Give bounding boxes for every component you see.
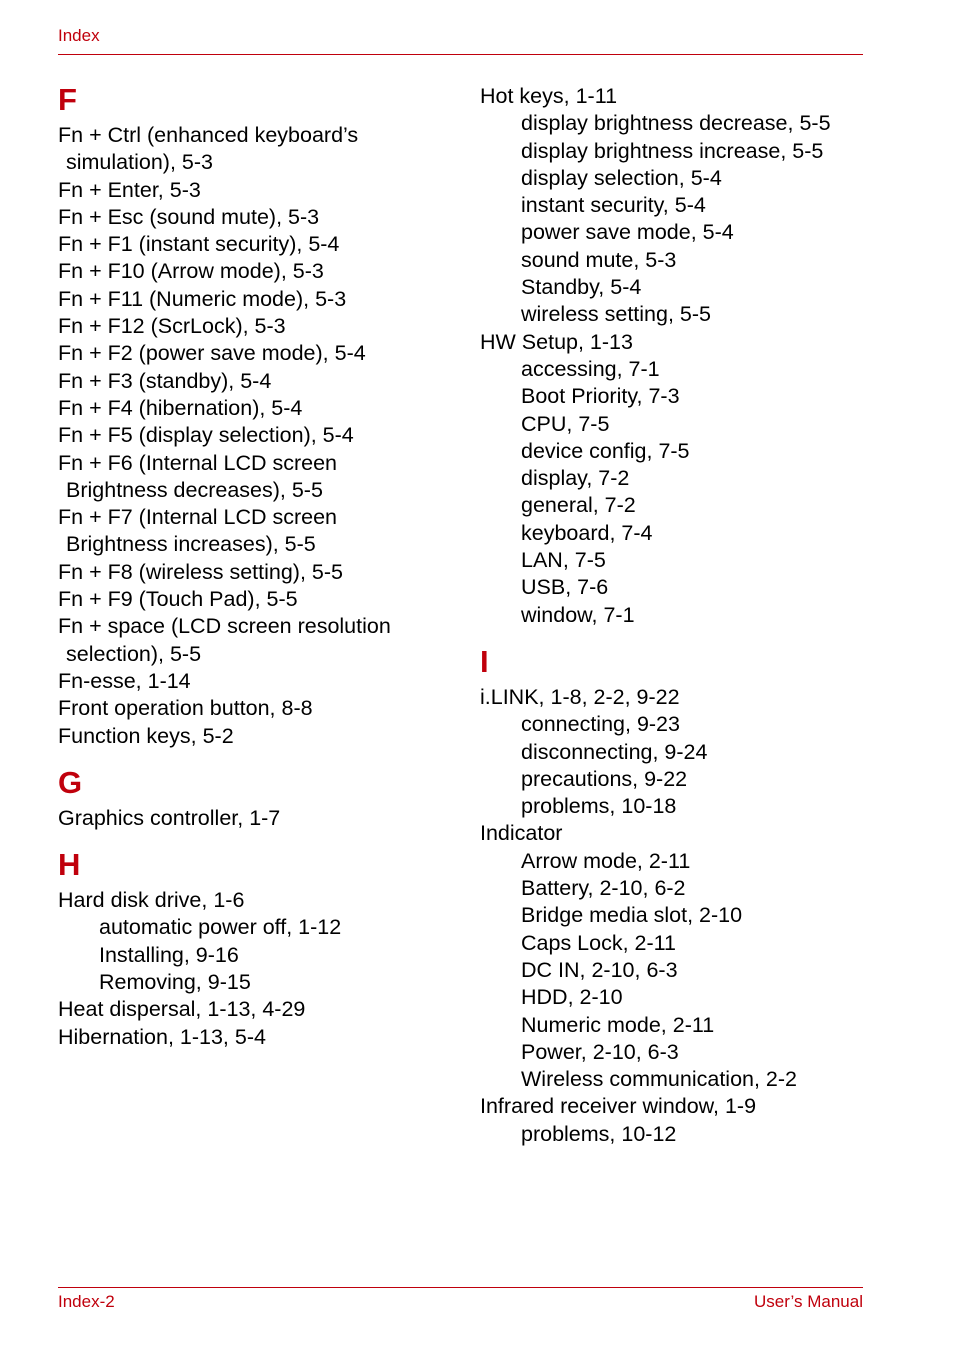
index-entry <box>58 286 458 313</box>
entry-text: Numeric mode, 2-11 <box>521 1012 715 1037</box>
index-entry <box>480 1093 880 1120</box>
index-entry <box>58 695 458 722</box>
index-subentry <box>58 914 458 941</box>
entry-text: general, 7-2 <box>521 493 636 518</box>
header-rule <box>58 54 863 55</box>
entry-text: problems, 10-18 <box>521 794 677 819</box>
entry-text: USB, 7-6 <box>521 575 609 600</box>
index-subentry <box>480 793 880 820</box>
page-header-title: Index <box>58 26 100 45</box>
entry-text: problems, 10-12 <box>521 1121 677 1146</box>
entry-text: Indicator <box>480 821 563 846</box>
index-subentry <box>480 711 880 738</box>
entry-text: Arrow mode, 2-11 <box>521 848 691 873</box>
section-letter: F <box>58 82 77 117</box>
entry-text: simulation), 5-3 <box>66 150 213 175</box>
index-subentry <box>480 411 880 438</box>
index-subentry <box>480 165 880 192</box>
index-subentry <box>58 942 458 969</box>
entry-text: Fn + F2 (power save mode), 5-4 <box>58 341 366 366</box>
entry-text: CPU, 7-5 <box>521 411 610 436</box>
section-letter: G <box>58 764 83 800</box>
entry-text: Front operation button, 8-8 <box>58 696 313 721</box>
index-subentry <box>480 110 880 137</box>
index-subentry <box>480 192 880 219</box>
entry-text: Heat dispersal, 1-13, 4-29 <box>58 997 306 1022</box>
index-subentry <box>480 247 880 274</box>
index-entry <box>58 177 458 204</box>
index-subentry <box>480 219 880 246</box>
entry-text: Infrared receiver window, 1-9 <box>480 1094 757 1119</box>
entry-text: Removing, 9-15 <box>99 970 251 995</box>
entry-text: Power, 2-10, 6-3 <box>521 1039 679 1064</box>
manual-title: User’s Manual <box>754 1292 863 1311</box>
index-subentry <box>480 438 880 465</box>
entry-text: display brightness increase, 5-5 <box>521 138 824 163</box>
entry-text: Standby, 5-4 <box>521 275 642 300</box>
index-subentry <box>480 739 880 766</box>
index-section <box>480 83 880 629</box>
index-entry <box>58 996 458 1023</box>
index-subentry <box>480 520 880 547</box>
entry-text: Fn + F4 (hibernation), 5-4 <box>58 395 303 420</box>
index-entry <box>58 805 458 832</box>
entry-text: Fn + F6 (Internal LCD screen <box>58 450 338 475</box>
entry-text: Fn + Ctrl (enhanced keyboard’s <box>58 123 359 147</box>
entry-text: power save mode, 5-4 <box>521 220 734 245</box>
index-subentry <box>480 957 880 984</box>
index-section <box>58 83 458 750</box>
index-section <box>58 848 458 1051</box>
index-subentry <box>480 602 880 629</box>
entry-text: sound mute, 5-3 <box>521 247 677 272</box>
index-entry <box>480 684 880 711</box>
index-subentry <box>480 848 880 875</box>
entry-text: Fn + F8 (wireless setting), 5-5 <box>58 559 343 584</box>
index-subentry <box>480 547 880 574</box>
entry-text: Fn + F1 (instant security), 5-4 <box>58 232 340 257</box>
entry-text: Fn + F11 (Numeric mode), 5-3 <box>58 286 347 311</box>
entry-text: window, 7-1 <box>521 602 635 627</box>
index-subentry <box>480 984 880 1011</box>
entry-text: Battery, 2-10, 6-2 <box>521 876 686 901</box>
index-subentry <box>480 492 880 519</box>
index-entry <box>58 1024 458 1051</box>
index-entry <box>58 204 458 231</box>
entry-text: HW Setup, 1-13 <box>480 329 633 354</box>
index-column-left <box>58 83 458 1051</box>
entry-text: display, 7-2 <box>521 466 630 491</box>
entry-text: Fn + F3 (standby), 5-4 <box>58 368 272 393</box>
index-entry <box>58 340 458 367</box>
entry-text: connecting, 9-23 <box>521 712 680 737</box>
index-subentry <box>480 902 880 929</box>
index-subentry <box>480 574 880 601</box>
entry-text: Fn + F5 (display selection), 5-4 <box>58 423 354 448</box>
page-number: Index-2 <box>58 1292 115 1311</box>
index-entry <box>480 83 880 110</box>
entry-text: Brightness decreases), 5-5 <box>66 477 323 502</box>
index-subentry <box>480 356 880 383</box>
index-subentry <box>480 930 880 957</box>
index-subentry <box>480 1012 880 1039</box>
entry-text: Fn-esse, 1-14 <box>58 668 191 693</box>
entry-text: instant security, 5-4 <box>521 193 706 218</box>
entry-text: Fn + Enter, 5-3 <box>58 177 201 202</box>
index-entry <box>58 450 458 505</box>
entry-text: Fn + space (LCD screen resolution <box>58 614 391 639</box>
index-entry <box>58 422 458 449</box>
index-subentry <box>480 1121 880 1148</box>
entry-text: Caps Lock, 2-11 <box>521 930 676 955</box>
footer-rule <box>58 1287 863 1288</box>
entry-text: Fn + Esc (sound mute), 5-3 <box>58 204 320 229</box>
entry-text: Boot Priority, 7-3 <box>521 384 680 409</box>
entry-text: Function keys, 5-2 <box>58 723 234 748</box>
entry-text: Wireless communication, 2-2 <box>521 1067 798 1092</box>
entry-text: LAN, 7-5 <box>521 548 606 573</box>
index-section <box>58 766 458 832</box>
index-entry <box>58 887 458 914</box>
index-entry <box>58 613 458 668</box>
index-entry <box>480 820 880 847</box>
index-entry <box>58 122 458 177</box>
entry-text: Fn + F7 (Internal LCD screen <box>58 505 338 530</box>
entry-text: Graphics controller, 1-7 <box>58 805 281 830</box>
index-subentry <box>480 301 880 328</box>
section-letter: I <box>480 643 489 679</box>
index-entry <box>58 504 458 559</box>
entry-text: accessing, 7-1 <box>521 356 660 381</box>
index-subentry <box>480 138 880 165</box>
entry-text: HDD, 2-10 <box>521 985 623 1010</box>
index-subentry <box>480 465 880 492</box>
index-column-right <box>480 83 880 1148</box>
index-subentry <box>58 969 458 996</box>
entry-text: Fn + F10 (Arrow mode), 5-3 <box>58 259 324 284</box>
entry-text: selection), 5-5 <box>66 641 202 666</box>
index-entry <box>58 368 458 395</box>
entry-text: Brightness increases), 5-5 <box>66 532 316 557</box>
entry-text: i.LINK, 1-8, 2-2, 9-22 <box>480 684 680 709</box>
entry-text: precautions, 9-22 <box>521 766 688 791</box>
entry-text: automatic power off, 1-12 <box>99 915 342 940</box>
entry-text: Fn + F12 (ScrLock), 5-3 <box>58 314 286 339</box>
entry-text: device config, 7-5 <box>521 438 690 463</box>
index-subentry <box>480 766 880 793</box>
entry-text: Hibernation, 1-13, 5-4 <box>58 1024 266 1049</box>
index-subentry <box>480 875 880 902</box>
index-subentry <box>480 383 880 410</box>
index-entry <box>58 395 458 422</box>
section-letter: H <box>58 847 81 883</box>
index-section <box>480 645 880 1148</box>
index-subentry <box>480 1039 880 1066</box>
index-entry <box>58 231 458 258</box>
entry-text: Bridge media slot, 2-10 <box>521 903 743 928</box>
entry-text: Installing, 9-16 <box>99 942 239 967</box>
index-entry <box>58 668 458 695</box>
entry-text: keyboard, 7-4 <box>521 520 653 545</box>
index-subentry <box>480 274 880 301</box>
entry-text: DC IN, 2-10, 6-3 <box>521 957 678 982</box>
entry-text: Hot keys, 1-11 <box>480 84 618 108</box>
index-entry <box>58 559 458 586</box>
entry-text: disconnecting, 9-24 <box>521 739 708 764</box>
index-entry <box>58 258 458 285</box>
entry-text: display brightness decrease, 5-5 <box>521 111 831 136</box>
index-entry <box>58 723 458 750</box>
index-entry <box>58 313 458 340</box>
index-subentry <box>480 1066 880 1093</box>
entry-text: Fn + F9 (Touch Pad), 5-5 <box>58 587 298 612</box>
entry-text: display selection, 5-4 <box>521 165 722 190</box>
entry-text: Hard disk drive, 1-6 <box>58 888 245 913</box>
index-entry <box>58 586 458 613</box>
index-entry <box>480 329 880 356</box>
entry-text: wireless setting, 5-5 <box>521 302 711 327</box>
